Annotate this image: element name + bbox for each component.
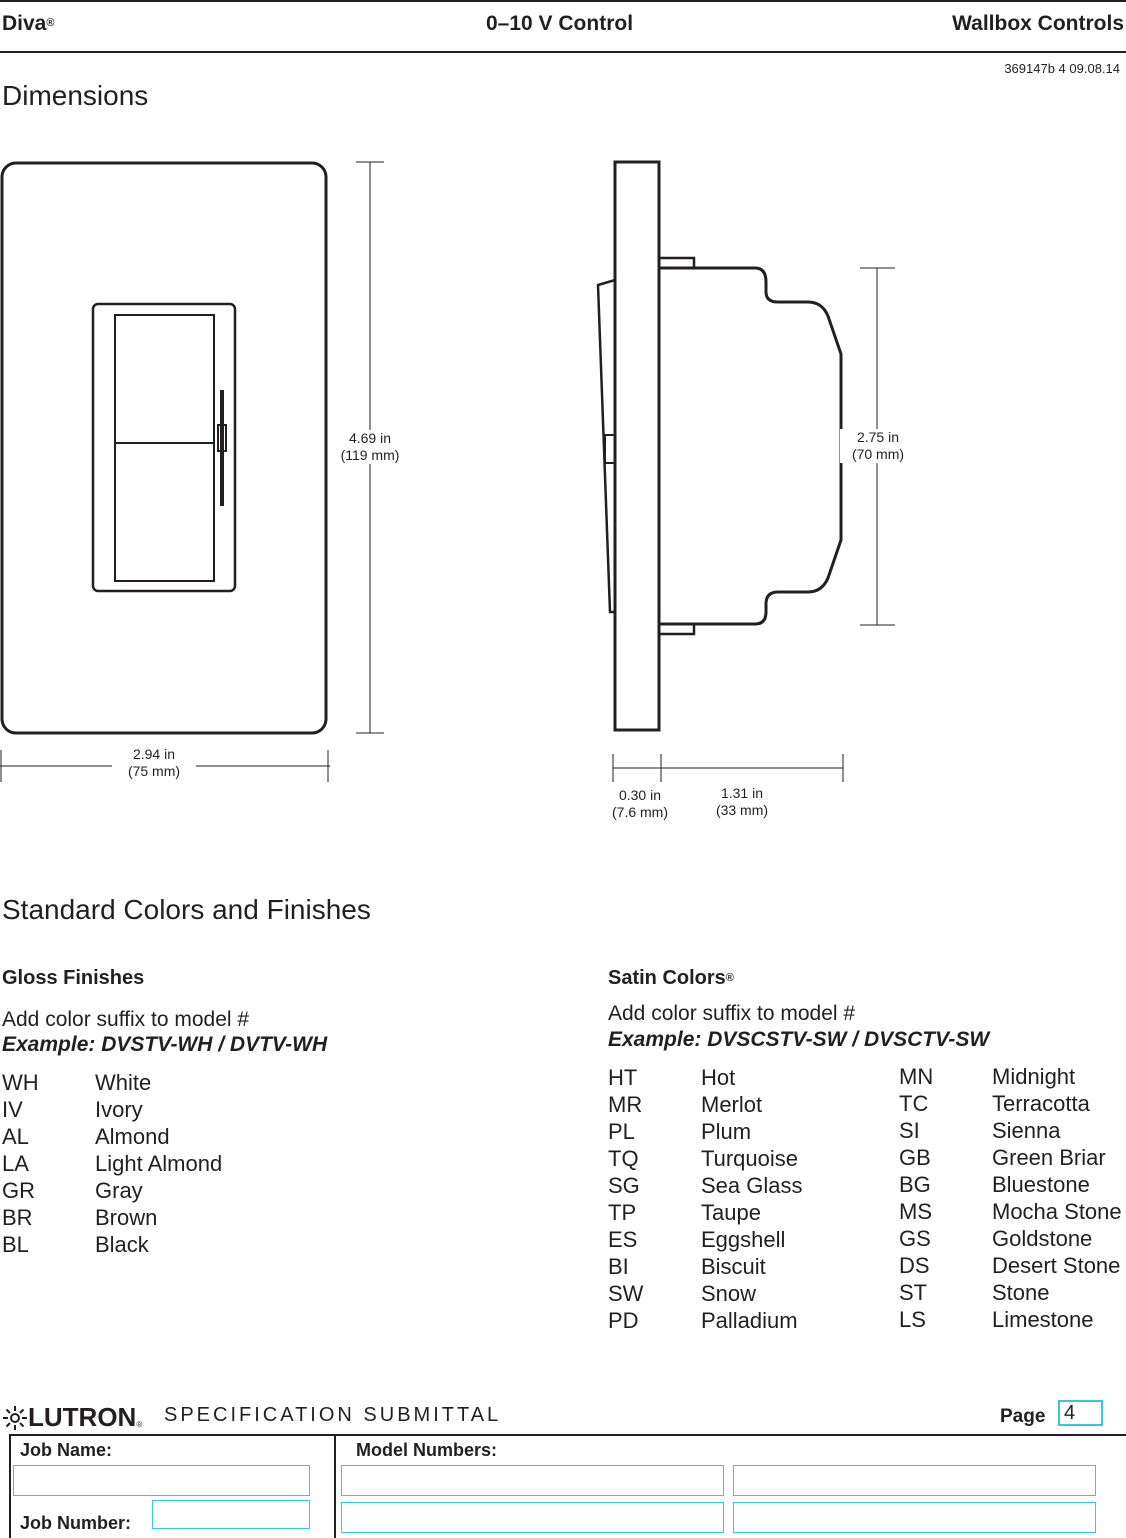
colors-heading: Standard Colors and Finishes — [2, 894, 371, 925]
side-height-label: 2.75 in (70 mm) — [840, 429, 916, 463]
lutron-sun-icon — [2, 1405, 28, 1431]
model-number-field-2[interactable] — [733, 1465, 1096, 1496]
rocker-outline — [115, 315, 214, 581]
header-rule — [0, 51, 1126, 53]
gloss-instruction: Add color suffix to model # — [2, 1008, 250, 1031]
lutron-logo: LUTRON ® — [2, 1402, 142, 1433]
job-number-field[interactable] — [152, 1500, 310, 1529]
model-numbers-label: Model Numbers: — [356, 1440, 498, 1460]
dimension-drawing — [0, 150, 1126, 840]
satin-example: Example: DVSCSTV-SW / DVSCTV-SW — [608, 1028, 990, 1051]
page-label: Page — [1000, 1406, 1046, 1427]
gloss-title: Gloss Finishes — [2, 967, 145, 989]
model-number-field-3[interactable] — [341, 1502, 724, 1533]
job-name-field[interactable] — [13, 1465, 310, 1496]
body-depth-label: 1.31 in (33 mm) — [715, 785, 769, 818]
job-number-label: Job Number: — [20, 1513, 132, 1533]
lutron-wordmark: LUTRON — [28, 1402, 137, 1432]
front-width-label: 2.94 in (75 mm) — [112, 746, 196, 780]
side-rocker — [598, 280, 615, 612]
model-number-field-4[interactable] — [733, 1502, 1096, 1533]
submittal-title: SPECIFICATION SUBMITTAL — [164, 1404, 502, 1426]
top-rule — [0, 0, 1126, 2]
form-divider — [334, 1434, 336, 1538]
satin-instruction: Add color suffix to model # — [608, 1002, 856, 1025]
front-height-label: 4.69 in (119 mm) — [330, 430, 410, 464]
side-body — [659, 268, 841, 624]
right-title: Wallbox Controls — [952, 12, 1124, 35]
model-number-field-1[interactable] — [341, 1465, 724, 1496]
job-name-label: Job Name: — [20, 1440, 113, 1460]
wallplate-outline — [2, 163, 326, 733]
brand-title: Diva® — [2, 12, 55, 35]
gloss-example: Example: DVSTV-WH / DVTV-WH — [2, 1033, 328, 1056]
side-plate — [615, 162, 659, 730]
center-title: 0–10 V Control — [486, 12, 634, 35]
doc-number: 369147b 4 09.08.14 — [1004, 61, 1120, 76]
page-number-field[interactable]: 4 — [1058, 1400, 1103, 1426]
dimensions-heading: Dimensions — [2, 80, 149, 111]
plate-depth-label: 0.30 in (7.6 mm) — [612, 787, 668, 820]
satin-title: Satin Colors® — [608, 967, 734, 989]
